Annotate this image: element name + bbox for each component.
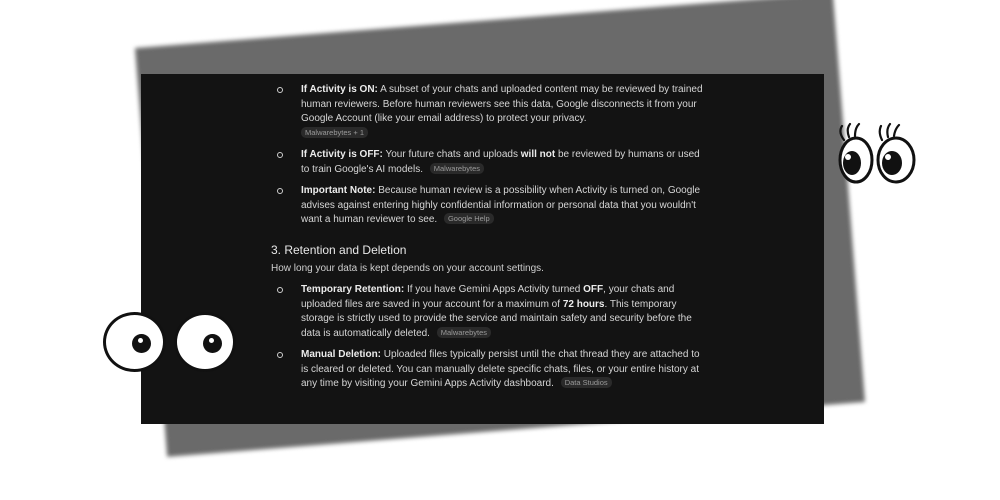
- list-item: [275, 348, 705, 392]
- bullet-label: If Activity is OFF:: [301, 149, 383, 160]
- bullet-label: Manual Deletion:: [301, 349, 382, 360]
- bullet-circle-icon: [277, 188, 283, 194]
- bullet-circle-icon: [277, 87, 283, 93]
- section-description: How long your data is kept depends on your account settings.: [271, 262, 544, 274]
- list-item: [275, 148, 705, 177]
- glint-icon: [138, 338, 143, 343]
- bullet-emphasis: 72 hours: [562, 298, 605, 310]
- bullet-label: Important Note:: [301, 185, 376, 196]
- bullet-circle-icon: [277, 352, 283, 358]
- source-chip[interactable]: Malwarebytes: [437, 327, 491, 338]
- source-chip[interactable]: Data Studios: [561, 377, 612, 388]
- bullet-text: . This temporary storage is strictly used to provide the service and maintain safety and security before the data is automatically deleted.: [301, 298, 692, 339]
- right-eye-icon: [174, 312, 236, 372]
- response-content: [271, 83, 705, 399]
- bullet-text: be reviewed by humans or used to train Google's AI models.: [301, 149, 700, 175]
- left-eye-icon: [103, 312, 166, 372]
- bullet-label: Temporary Retention:: [301, 284, 405, 295]
- bullet-circle-icon: [277, 287, 283, 293]
- list-item: [275, 83, 705, 141]
- bullet-circle-icon: [277, 152, 283, 158]
- glint-icon: [209, 338, 214, 343]
- chat-response-panel: [141, 74, 824, 424]
- bullet-text: A subset of your chats and uploaded content may be reviewed by trained human reviewers. Before human reviewers see this data, Google disconnects it from your Google Account (like your email address) to protect your privacy.: [301, 84, 703, 124]
- pupil-icon: [132, 334, 151, 353]
- source-chip[interactable]: Malwarebytes + 1: [301, 127, 368, 138]
- list-item: [275, 283, 705, 341]
- bullet-text: , your chats and uploaded files are saved in your account for a maximum of: [301, 284, 675, 310]
- section-heading: 3. Retention and Deletion: [271, 242, 407, 257]
- list-item: [275, 184, 705, 228]
- bullet-text: Your future chats and uploads: [382, 149, 521, 160]
- pupil-icon: [203, 334, 222, 353]
- bullet-label: If Activity is ON:: [301, 84, 378, 95]
- bullet-emphasis: will not: [520, 149, 556, 160]
- cartoon-eyes-with-lashes-icon: [830, 120, 930, 200]
- source-chip[interactable]: Google Help: [444, 213, 494, 224]
- bullet-text: Because human review is a possibility when Activity is turned on, Google advises against entering highly confidential information or personal data that you wouldn't want a human reviewer to see.: [301, 185, 701, 225]
- source-chip[interactable]: Malwarebytes: [430, 163, 484, 174]
- bullet-text: Uploaded files typically persist until the chat thread they are attached to is cleared or deleted. You can manually delete specific chats, files, or your entire history at any time by visiting your Gemini Apps Activity dashboard.: [301, 349, 700, 389]
- bullet-text: If you have Gemini Apps Activity turned: [404, 284, 584, 295]
- bullet-emphasis: OFF: [583, 284, 604, 295]
